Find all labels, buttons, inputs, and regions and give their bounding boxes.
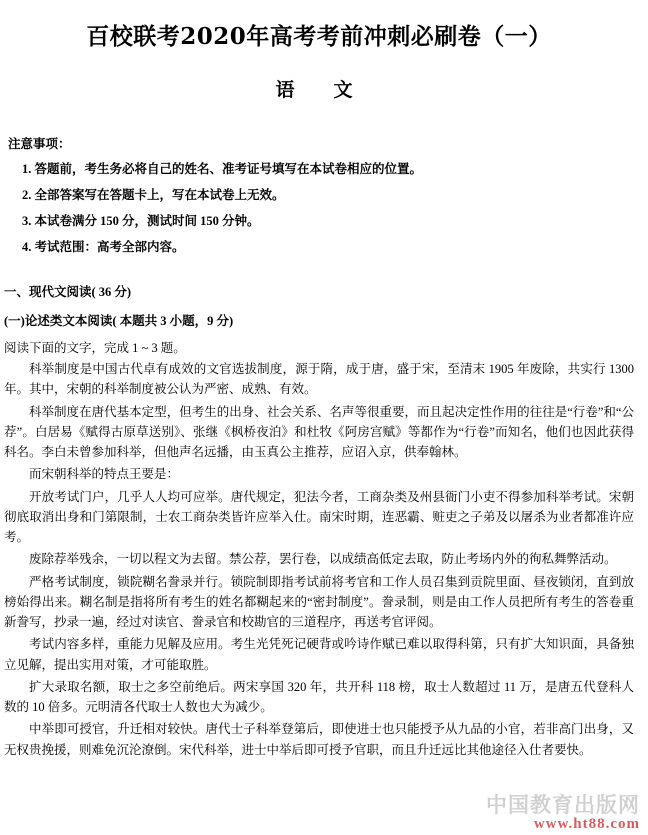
watermark-site-name: 中国教育出版网: [486, 793, 640, 817]
notice-list: [4, 161, 634, 256]
body-paragraph: 废除荐举残余，一切以程文为去留。禁公荐，罢行卷，以成绩高低定去取，防止考场内外的徇私舞弊活动。: [29, 552, 617, 567]
body-paragraph: 中举即可授官，升迁相对较快。唐代士子科举登第后，即使进士也只能授予从九品的小官，若非高门出身，又无权贵挽援，则难免沉沦潦倒。宋代科举，进士中举后即可授予官职，而且升迁远比其他途径入仕者要快。: [4, 722, 634, 757]
body-paragraph: 考试内容多样，重能力见解及应用。考生光凭死记硬背或吟诗作赋已难以取得科第，只有扩大知识面，具备独立见解，提出实用对策，才可能取胜。: [4, 637, 634, 672]
reading-instruction: 阅读下面的文字，完成 1 ~ 3 题。: [4, 340, 186, 355]
body-paragraph: 而宋朝科举的特点王要是：: [29, 467, 180, 482]
body-paragraph: 科举制度是中国古代卓有成效的文官选拔制度，源于隋，成于唐，盛于宋，至清末 1905 年废除，共实行 1300 年。其中，宋朝的科举制度被公认为严密、成熟、有效。: [4, 362, 634, 397]
list-item: 2. 全部答案写在答题卡上，写在本试卷上无效。: [22, 187, 285, 202]
list-item: 3. 本试卷满分 150 分，测试时间 150 分钟。: [22, 213, 260, 228]
body-paragraph: 开放考试门户，几乎人人均可应举。唐代规定，犯法今者，工商杂类及州县衙门小吏不得参加科举考试。宋朝彻底取消出身和门第限制，士农工商杂类皆许应举入仕。南宋时期，连恶霸、赃吏之子弟及以屠杀为业者都准许应考。: [4, 489, 634, 544]
notice-heading: 注意事项：: [8, 137, 71, 151]
subject-title: 语 文: [275, 79, 363, 101]
body-paragraph: 扩大录取名额，取士之多空前绝后。两宋享国 320 年，共开科 118 榜，取士人数超过 11 万，是唐五代登科人数的 10 倍多。元明清各代取士人数也大为减少。: [4, 679, 634, 714]
exam-paper-page: [0, 18, 648, 835]
list-item: 4. 考试范围：高考全部内容。: [22, 239, 185, 254]
section-heading: 一、现代文阅读( 36 分): [4, 284, 132, 299]
watermark: [486, 789, 640, 833]
subsection-heading: (一)论述类文本阅读( 本题共 3 小题，9 分): [4, 313, 234, 328]
list-item: 1. 答题前，考生务必将自己的姓名、准考证号填写在本试卷相应的位置。: [22, 162, 423, 176]
body-paragraph: 科举制度在唐代基本定型，但考生的出身、社会关系、名声等很重要，而且起决定性作用的往往是“行卷”和“公荐”。白居易《赋得古原草送别》、张继《枫桥夜泊》和杜牧《阿房宫赋》等都作为“行卷”而知名，他们也因此获得科名。李白未曾参加科举，但他声名远播，由玉真公主推荐，应诏入京，供奉翰林。: [4, 404, 634, 459]
page-title: 百校联考2020年高考考前冲刺必刷卷（一）: [86, 23, 552, 50]
body-paragraph: 严格考试制度，锁院糊名誊录并行。锁院制即指考试前将考官和工作人员召集到贡院里面、昼夜锁闭，直到放榜始得出来。糊名制是指将所有考生的姓名都糊起来的“密封制度”。誊录制，则是由工作人员把所有考生的答卷重新誊写，抄录一遍，经过对读官、誊录官和校勘官的三道程序，再送考官评阅。: [4, 574, 634, 629]
watermark-url: www.ht88.com: [533, 816, 640, 832]
document-content: [0, 18, 648, 760]
